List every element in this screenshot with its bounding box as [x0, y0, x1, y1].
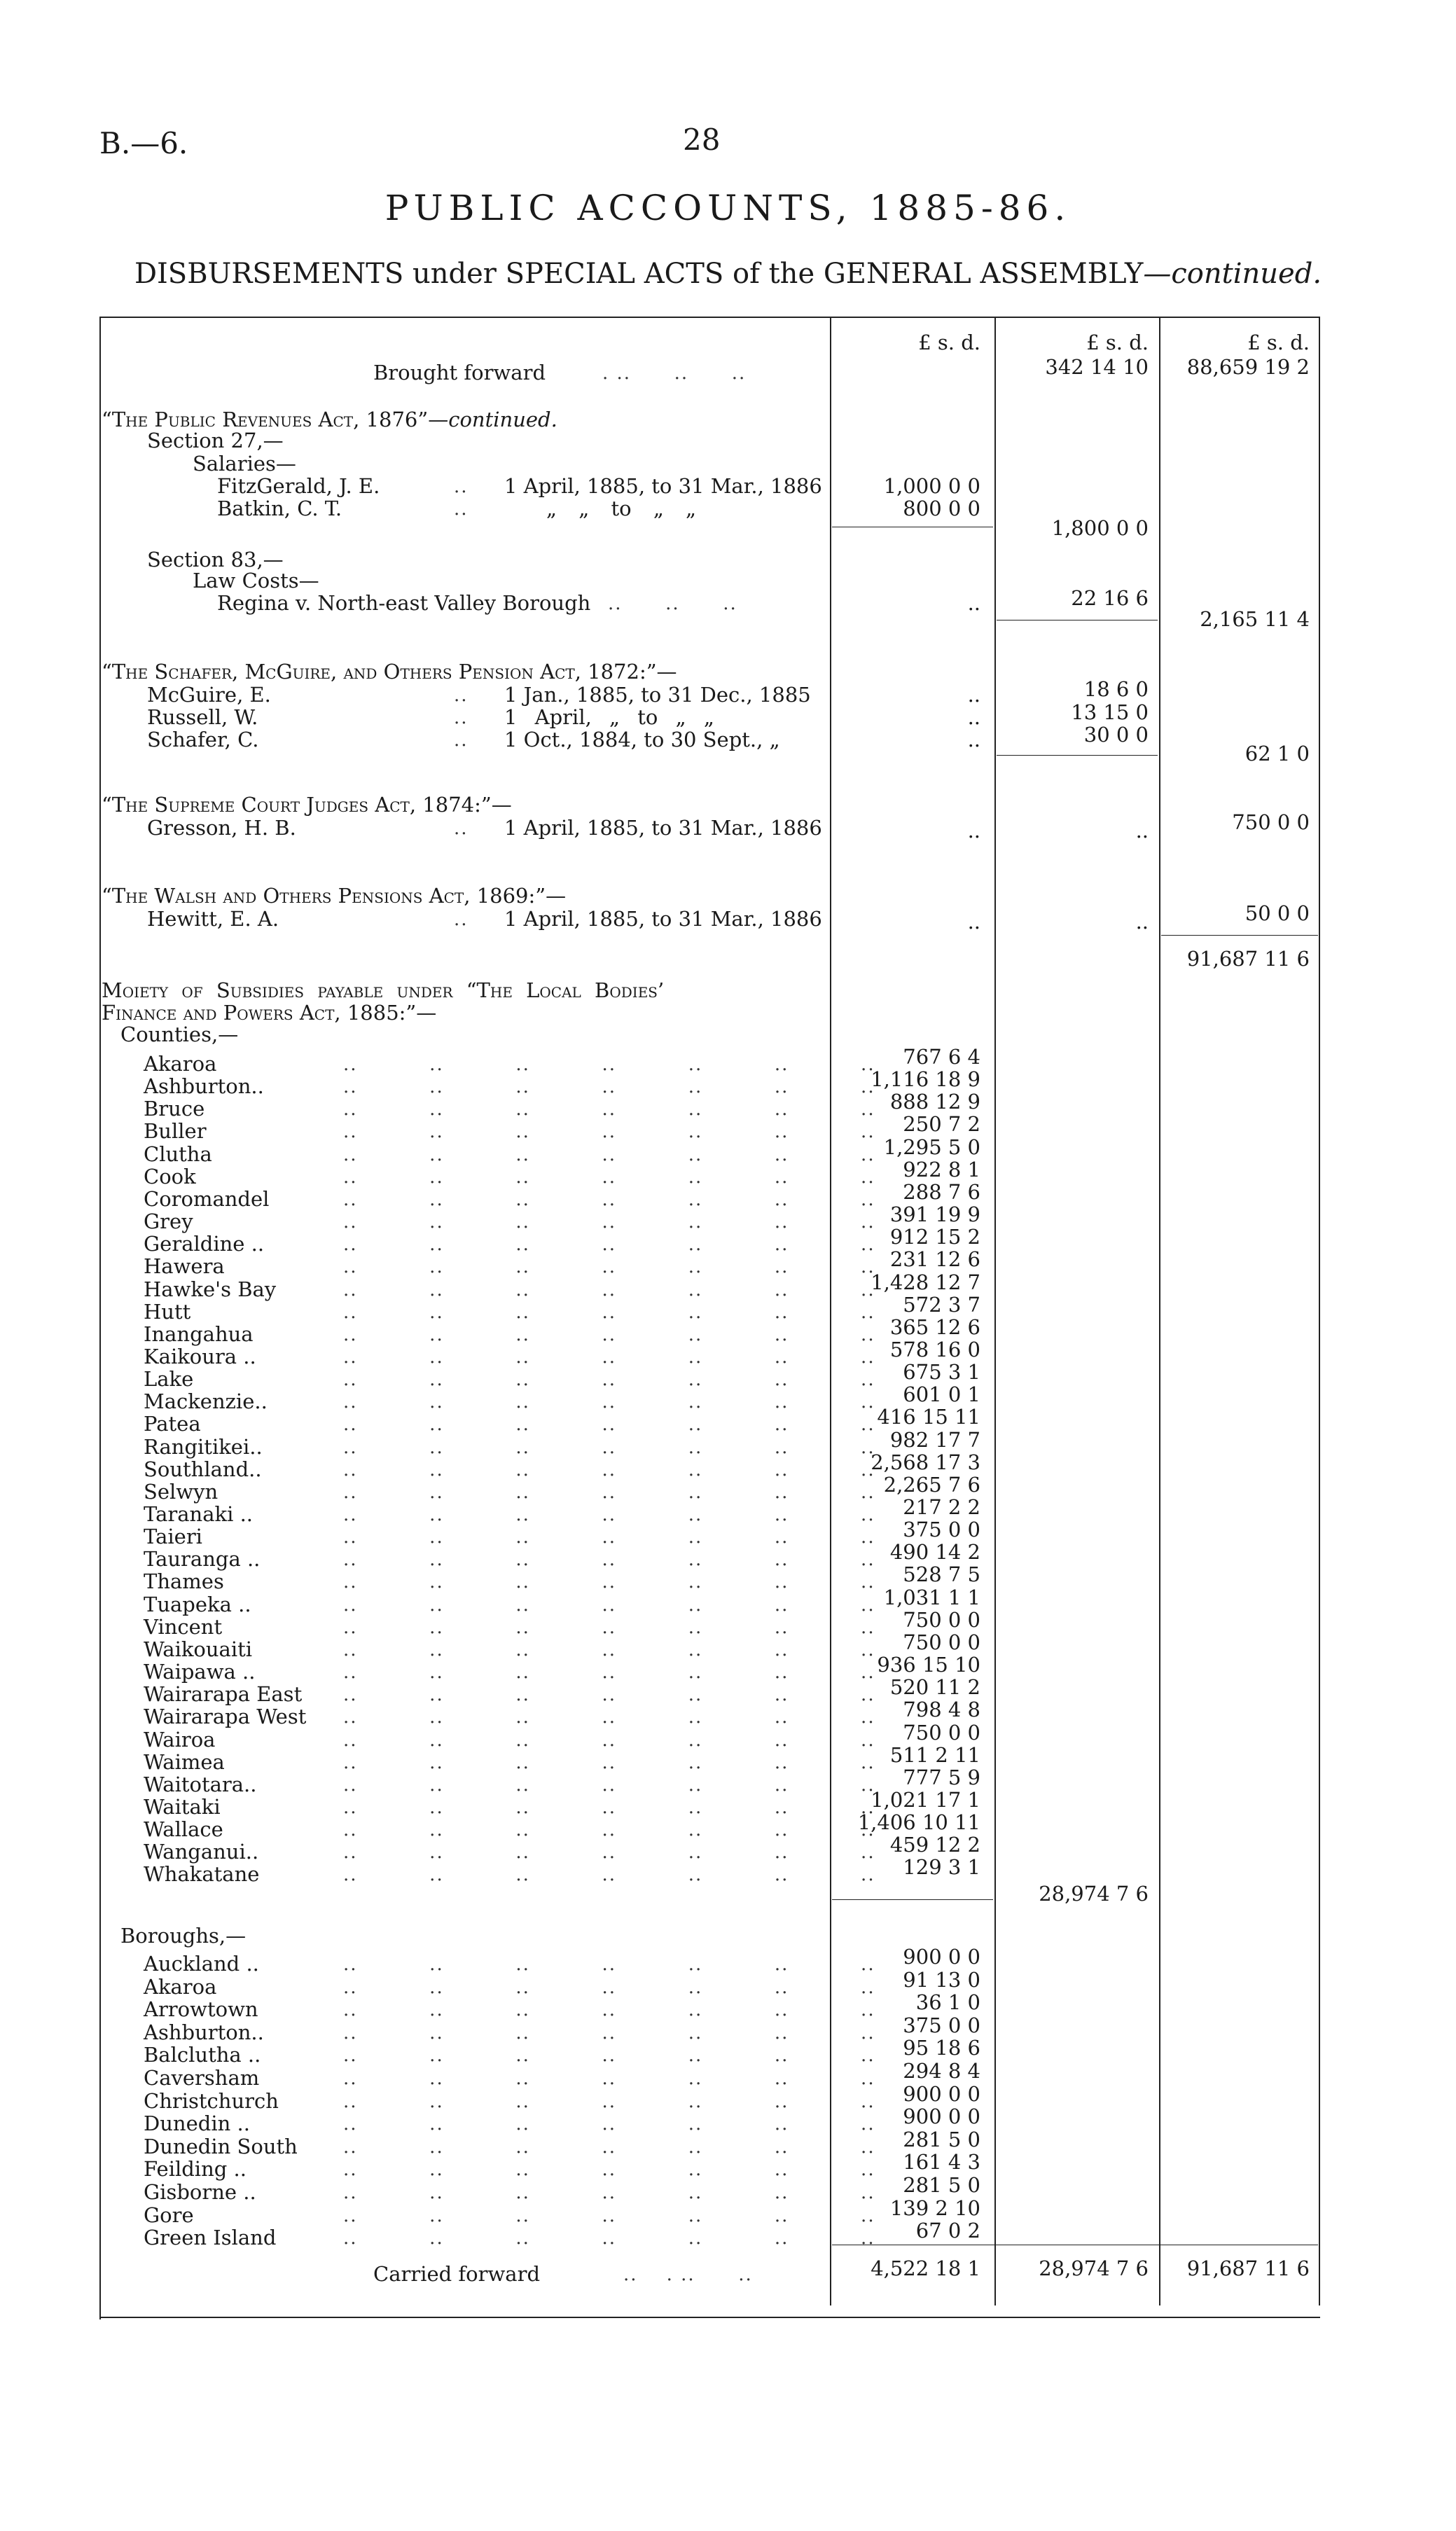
salaries-label: Salaries— — [193, 452, 296, 476]
dot-leader: .. .. .. .. .. .. .. — [343, 1549, 875, 1571]
nil-mark: .. — [967, 683, 980, 707]
county-amount: 375 0 0 — [903, 1518, 980, 1542]
nil-mark: .. — [1135, 819, 1149, 842]
borough-name: Green Island — [144, 2226, 277, 2250]
counties-subtotal-rule — [832, 1899, 993, 1900]
table-left-rule — [99, 317, 101, 2319]
counties-label: Counties,— — [120, 1022, 239, 1046]
dot-leader: .. .. .. .. .. .. .. — [343, 1504, 875, 1525]
dot-leader: .. .. .. .. .. .. .. — [343, 1256, 875, 1278]
dot-leader: .. .. .. .. .. .. .. — [343, 1234, 875, 1256]
county-name: Hawke's Bay — [144, 1277, 277, 1301]
dot-leader: .. .. .. .. .. .. .. — [343, 1076, 875, 1098]
dot-leader: .. .. .. .. .. .. .. — [343, 1346, 875, 1368]
dot-leader: . .. .. .. — [602, 363, 747, 384]
county-amount: 2,265 7 6 — [883, 1472, 980, 1497]
borough-amount: 900 0 0 — [903, 1945, 980, 1969]
gresson-period: 1 April, 1885, to 31 Mar., 1886 — [504, 816, 822, 840]
revenues-act-title — [102, 410, 557, 430]
subtotal-col3: 91,687 11 6 — [1186, 947, 1310, 971]
batkin-period: „ „ to „ „ — [546, 497, 697, 520]
borough-name: Akaroa — [144, 1974, 217, 1999]
county-name: Inangahua — [144, 1322, 254, 1346]
fitzgerald-name: FitzGerald, J. E. — [217, 474, 380, 498]
dot-leader: .. .. .. .. .. .. .. — [343, 1662, 875, 1684]
dot-leader: .. — [454, 909, 469, 930]
county-name: Hawera — [144, 1254, 225, 1279]
county-name: Lake — [144, 1367, 194, 1392]
subtitle-suffix: —continued. — [1143, 258, 1322, 290]
county-amount: 767 6 4 — [903, 1045, 980, 1069]
mcguire-amount: 18 6 0 — [1083, 677, 1149, 701]
county-name: Vincent — [144, 1614, 223, 1639]
dot-leader: .. .. .. .. .. .. .. — [343, 1369, 875, 1391]
county-name: Grey — [144, 1209, 193, 1234]
dot-leader: .. — [454, 818, 469, 839]
dot-leader: .. .. .. .. .. .. .. — [343, 1279, 875, 1301]
county-name: Geraldine .. — [144, 1232, 265, 1256]
borough-name: Ashburton.. — [144, 2020, 264, 2044]
hewitt-period: 1 April, 1885, to 31 Mar., 1886 — [504, 907, 822, 931]
county-amount: 675 3 1 — [903, 1360, 980, 1385]
county-name: Tuapeka .. — [144, 1592, 251, 1616]
county-name: Akaroa — [144, 1052, 217, 1076]
dot-leader: .. — [454, 730, 469, 751]
county-name: Wanganui.. — [144, 1840, 259, 1864]
borough-name: Dunedin South — [144, 2134, 298, 2158]
dot-leader: .. .. .. .. .. .. .. — [343, 2114, 875, 2135]
dot-leader: .. .. .. .. .. .. .. — [343, 1976, 875, 1998]
dot-leader: .. .. .. .. .. .. .. — [343, 1842, 875, 1864]
county-amount: 750 0 0 — [903, 1720, 980, 1745]
county-name: Rangitikei.. — [144, 1434, 263, 1459]
col3-left-rule — [1159, 317, 1160, 2305]
col3-subtotal-rule — [1161, 935, 1318, 936]
borough-name: Christchurch — [144, 2088, 279, 2113]
county-name: Whakatane — [144, 1862, 260, 1887]
page-number: 28 — [683, 123, 721, 157]
dot-leader: .. .. .. .. .. .. .. — [343, 1774, 875, 1796]
hewitt-name: Hewitt, E. A. — [147, 907, 279, 931]
dot-leader: .. .. .. .. .. .. .. — [343, 1121, 875, 1143]
page-subtitle — [0, 258, 1456, 290]
brought-forward-col3: 88,659 19 2 — [1186, 355, 1310, 379]
dot-leader: .. .. .. .. .. .. .. — [343, 1999, 875, 2021]
county-amount: 601 0 1 — [903, 1382, 980, 1407]
nil-mark: .. — [967, 910, 980, 934]
dot-leader: .. .. .. .. .. .. .. — [343, 1188, 875, 1210]
borough-amount: 161 4 3 — [903, 2150, 980, 2175]
supreme-court-act-title: “The Supreme Court Judges Act, 1874:”— — [102, 793, 512, 817]
county-amount: 129 3 1 — [903, 1855, 980, 1880]
county-amount: 231 12 6 — [889, 1247, 980, 1272]
counties-total: 28,974 7 6 — [1039, 1882, 1149, 1906]
revenues-act-total: 2,165 11 4 — [1200, 607, 1310, 631]
carried-forward-label: Carried forward — [373, 2262, 541, 2286]
dot-leader: .. .. .. .. .. .. .. — [343, 1527, 875, 1548]
batkin-amount: 800 0 0 — [903, 497, 980, 520]
county-amount: 511 2 11 — [889, 1742, 980, 1767]
county-name: Clutha — [144, 1142, 212, 1166]
table-right-rule — [1319, 317, 1320, 2305]
county-name: Selwyn — [144, 1479, 219, 1504]
dot-leader: .. .. .. .. .. .. .. — [343, 2068, 875, 2089]
county-amount: 288 7 6 — [903, 1179, 980, 1204]
county-amount: 982 17 7 — [889, 1427, 980, 1452]
dot-leader: .. .. .. .. .. .. .. — [343, 1616, 875, 1638]
borough-amount: 375 0 0 — [903, 2013, 980, 2037]
page-title: PUBLIC ACCOUNTS, 1885-86. — [384, 188, 1072, 228]
nil-mark: .. — [967, 591, 980, 615]
dot-leader: .. .. .. .. .. .. .. — [343, 2045, 875, 2067]
dot-leader: .. .. .. .. .. .. .. — [343, 2182, 875, 2203]
carried-forward-col1: 4,522 18 1 — [871, 2256, 980, 2280]
borough-amount: 281 5 0 — [903, 2127, 980, 2151]
fitzgerald-amount: 1,000 0 0 — [883, 474, 980, 498]
county-name: Waipawa .. — [144, 1660, 256, 1684]
borough-amount: 36 1 0 — [915, 1990, 980, 2015]
carried-forward-col3: 91,687 11 6 — [1186, 2256, 1310, 2280]
dot-leader: .. .. .. .. .. .. .. — [343, 1144, 875, 1165]
dot-leader: .. .. .. .. .. .. .. — [343, 1099, 875, 1121]
county-name: Bruce — [144, 1097, 205, 1121]
county-amount: 750 0 0 — [903, 1607, 980, 1632]
county-amount: 936 15 10 — [877, 1653, 980, 1677]
county-name: Buller — [144, 1119, 207, 1144]
dot-leader: .. .. .. .. .. .. .. — [343, 1166, 875, 1188]
dot-leader: .. .. .. .. .. .. .. — [343, 1796, 875, 1818]
dot-leader: .. .. .. .. .. .. .. — [343, 1301, 875, 1323]
fitzgerald-period: 1 April, 1885, to 31 Mar., 1886 — [504, 474, 822, 498]
borough-name: Auckland .. — [144, 1952, 259, 1976]
dot-leader: .. .. .. .. .. .. .. — [343, 2136, 875, 2158]
table-top-rule — [99, 317, 1320, 318]
schafer-amount: 30 0 0 — [1083, 723, 1149, 747]
county-name: Wairarapa East — [144, 1682, 303, 1707]
dot-leader: .. .. .. — [608, 593, 737, 614]
section-27-label: Section 27,— — [147, 429, 284, 452]
dot-leader: .. .. .. .. .. .. .. — [343, 2205, 875, 2226]
county-amount: 365 12 6 — [889, 1315, 980, 1339]
county-amount: 528 7 5 — [903, 1562, 980, 1587]
schafer-period: 1 Oct., 1884, to 30 Sept., „ — [504, 728, 780, 751]
county-amount: 572 3 7 — [903, 1292, 980, 1317]
revenues-act-title-suffix: continued. — [448, 408, 557, 431]
dot-leader: .. .. .. .. .. .. .. — [343, 1684, 875, 1706]
borough-amount: 900 0 0 — [903, 2081, 980, 2106]
county-name: Coromandel — [144, 1186, 270, 1211]
borough-name: Feilding .. — [144, 2157, 247, 2182]
gresson-amount: 750 0 0 — [1232, 810, 1310, 834]
dot-leader: .. .. .. .. .. .. .. — [343, 1594, 875, 1616]
hewitt-amount: 50 0 0 — [1244, 901, 1310, 925]
brought-forward-label: Brought forward — [373, 361, 546, 384]
county-name: Waikouaiti — [144, 1637, 253, 1661]
mcguire-name: McGuire, E. — [147, 683, 271, 707]
borough-name: Gisborne .. — [144, 2180, 256, 2204]
regina-name: Regina v. North-east Valley Borough — [217, 591, 591, 615]
nil-mark: .. — [967, 819, 980, 842]
borough-amount: 294 8 4 — [903, 2059, 980, 2083]
dot-leader: .. . .. .. — [623, 2264, 753, 2285]
county-amount: 750 0 0 — [903, 1630, 980, 1654]
county-name: Patea — [144, 1412, 201, 1436]
borough-name: Gore — [144, 2203, 194, 2227]
russell-name: Russell, W. — [147, 705, 258, 729]
county-name: Cook — [144, 1164, 196, 1188]
county-name: Waitotara.. — [144, 1772, 257, 1796]
col2-header: £ s. d. — [1086, 331, 1149, 354]
county-amount: 888 12 9 — [889, 1090, 980, 1114]
dot-leader: .. .. .. .. .. .. .. — [343, 1752, 875, 1773]
county-name: Wallace — [144, 1817, 223, 1842]
borough-name: Arrowtown — [144, 1997, 258, 2022]
table-bottom-rule — [99, 2317, 1320, 2318]
brought-forward-col2: 342 14 10 — [1045, 355, 1149, 379]
dot-leader: .. .. .. .. .. .. .. — [343, 1436, 875, 1458]
county-name: Waitaki — [144, 1794, 221, 1819]
county-name: Mackenzie.. — [144, 1389, 268, 1414]
russell-amount: 13 15 0 — [1071, 700, 1149, 724]
col2-left-rule — [994, 317, 996, 2305]
borough-name: Balclutha .. — [144, 2043, 261, 2067]
county-amount: 922 8 1 — [903, 1157, 980, 1181]
county-amount: 459 12 2 — [889, 1833, 980, 1857]
law-costs-label: Law Costs— — [193, 569, 319, 592]
county-amount: 1,031 1 1 — [883, 1585, 980, 1609]
dot-leader: .. .. .. .. .. .. .. — [343, 1707, 875, 1728]
dot-leader: .. .. .. .. .. .. .. — [343, 1954, 875, 1975]
dot-leader: .. — [454, 476, 469, 497]
county-name: Wairarapa West — [144, 1705, 307, 1729]
schafer-subtotal-rule — [997, 755, 1158, 756]
county-name: Taranaki .. — [144, 1502, 254, 1526]
report-reference: B.—6. — [99, 126, 188, 160]
county-amount: 1,021 17 1 — [871, 1787, 980, 1812]
dot-leader: .. .. .. .. .. .. .. — [343, 1639, 875, 1660]
dot-leader: .. .. .. .. .. .. .. — [343, 1212, 875, 1233]
moiety-title-line2: Finance and Powers Act, 1885:”— — [102, 1001, 437, 1025]
borough-amount: 139 2 10 — [889, 2196, 980, 2220]
county-amount: 490 14 2 — [889, 1540, 980, 1565]
carried-forward-col2: 28,974 7 6 — [1039, 2256, 1149, 2280]
county-name: Ashburton.. — [144, 1074, 264, 1099]
col1-header: £ s. d. — [918, 331, 980, 354]
borough-name: Dunedin .. — [144, 2112, 250, 2136]
county-amount: 2,568 17 3 — [871, 1450, 980, 1474]
schafer-act-title: “The Schafer, McGuire, and Others Pension Act, 1872:”— — [102, 660, 677, 684]
county-name: Waimea — [144, 1749, 225, 1774]
county-name: Taieri — [144, 1525, 202, 1549]
county-amount: 1,406 10 11 — [857, 1810, 980, 1835]
boroughs-label: Boroughs,— — [120, 1924, 247, 1948]
russell-period: 1 April, „ to „ „ — [504, 705, 714, 729]
dot-leader: .. .. .. .. .. .. .. — [343, 1729, 875, 1751]
borough-amount: 281 5 0 — [903, 2173, 980, 2197]
dot-leader: .. — [454, 707, 469, 728]
county-name: Southland.. — [144, 1457, 262, 1481]
dot-leader: .. .. .. .. .. .. .. — [343, 1392, 875, 1413]
revenues-act-title-main: “The Public Revenues Act, 1876”— — [102, 408, 449, 431]
borough-name: Caversham — [144, 2066, 260, 2090]
county-amount: 1,295 5 0 — [883, 1135, 980, 1159]
county-name: Hutt — [144, 1299, 191, 1324]
dot-leader: .. .. .. .. .. .. .. — [343, 2228, 875, 2249]
dot-leader: .. .. .. .. .. .. .. — [343, 1864, 875, 1886]
dot-leader: .. — [454, 685, 469, 706]
batkin-name: Batkin, C. T. — [217, 497, 342, 520]
subtitle-main: DISBURSEMENTS under SPECIAL ACTS of the GENERAL ASSEMBLY — [134, 258, 1144, 290]
dot-leader: .. .. .. .. .. .. .. — [343, 1819, 875, 1841]
col3-header: £ s. d. — [1247, 331, 1310, 354]
county-amount: 912 15 2 — [889, 1225, 980, 1249]
nil-mark: .. — [1135, 910, 1149, 934]
borough-amount: 91 13 0 — [903, 1967, 980, 1992]
county-amount: 391 19 9 — [889, 1202, 980, 1227]
dot-leader: .. .. .. .. .. .. .. — [343, 2022, 875, 2044]
walsh-act-title: “The Walsh and Others Pensions Act, 1869:”— — [102, 884, 567, 908]
county-amount: 1,116 18 9 — [871, 1067, 980, 1092]
county-name: Tauranga .. — [144, 1547, 261, 1572]
borough-amount: 95 18 6 — [903, 2036, 980, 2060]
county-amount: 798 4 8 — [903, 1698, 980, 1722]
salaries-total: 1,800 0 0 — [1051, 516, 1149, 540]
county-amount: 578 16 0 — [889, 1337, 980, 1361]
county-name: Wairoa — [144, 1727, 216, 1752]
county-amount: 416 15 11 — [877, 1405, 980, 1429]
county-amount: 1,428 12 7 — [871, 1270, 980, 1294]
county-amount: 217 2 2 — [903, 1495, 980, 1519]
dot-leader: .. .. .. .. .. .. .. — [343, 1414, 875, 1436]
dot-leader: .. .. .. .. .. .. .. — [343, 1459, 875, 1481]
schafer-act-total: 62 1 0 — [1244, 742, 1310, 765]
schafer-name: Schafer, C. — [147, 728, 259, 751]
borough-amount: 67 0 2 — [915, 2219, 980, 2243]
dot-leader: .. .. .. .. .. .. .. — [343, 2090, 875, 2112]
county-amount: 250 7 2 — [903, 1112, 980, 1137]
mcguire-period: 1 Jan., 1885, to 31 Dec., 1885 — [504, 683, 811, 707]
nil-mark: .. — [967, 728, 980, 751]
county-amount: 520 11 2 — [889, 1675, 980, 1700]
county-name: Thames — [144, 1569, 224, 1594]
county-name: Kaikoura .. — [144, 1344, 256, 1368]
gresson-name: Gresson, H. B. — [147, 816, 296, 840]
county-amount: 777 5 9 — [903, 1765, 980, 1789]
dot-leader: .. .. .. .. .. .. .. — [343, 1572, 875, 1593]
nil-mark: .. — [967, 705, 980, 729]
dot-leader: .. .. .. .. .. .. .. — [343, 1481, 875, 1503]
dot-leader: .. .. .. .. .. .. .. — [343, 1054, 875, 1075]
regina-amount: 22 16 6 — [1071, 586, 1149, 610]
moiety-title-line1: Moiety of Subsidies payable under “The Local Bodies’ — [102, 978, 665, 1002]
dot-leader: .. .. .. .. .. .. .. — [343, 2159, 875, 2181]
section-83-label: Section 83,— — [147, 548, 284, 571]
dot-leader: .. .. .. .. .. .. .. — [343, 1324, 875, 1345]
dot-leader: .. — [454, 499, 469, 520]
borough-amount: 900 0 0 — [903, 2104, 980, 2129]
